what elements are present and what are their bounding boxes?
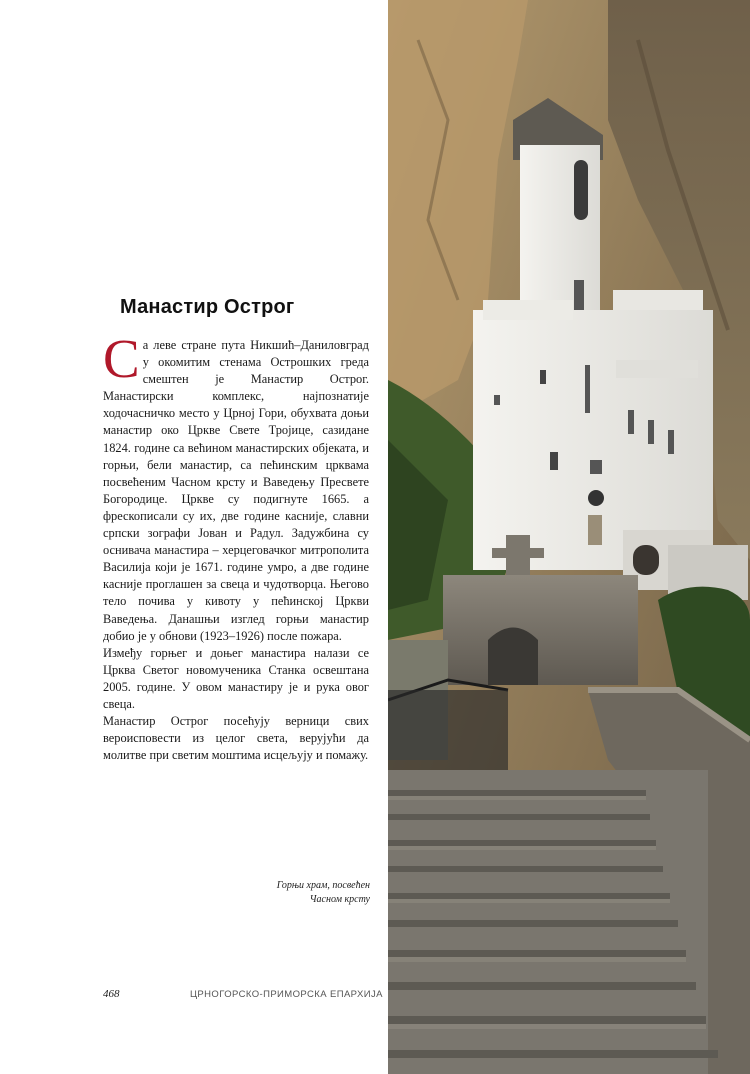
running-head: ЦРНОГОРСКО-ПРИМОРСКА ЕПАРХИЈА [190, 989, 383, 1000]
caption-line-2: Часном крсту [309, 894, 370, 905]
photo-caption [277, 879, 370, 907]
drop-cap: С [103, 328, 140, 389]
paragraph-1 [103, 328, 369, 645]
page-number: 468 [103, 988, 120, 1000]
paragraph-2: Између горњег и доњег манастира налази се Црква Светог новомученика Станка освештана 2005. године. У овом манастиру је и рука овог свеца. [103, 645, 369, 711]
monastery-photo [388, 0, 750, 1074]
caption-line-1: Горњи храм, посвећен [276, 880, 370, 891]
paragraph-3: Манастир Острог посећују верници свих вероисповести из целог света, верујући да молитве при светим моштима исцељују и помажу. [103, 714, 369, 763]
paragraph-1-text: а леве стране пута Никшић–Даниловград у окомитим стенама Острошких греда смештен је Манастир Острог. Манастирски комплекс, најпознатије ходочасничко место у Црној Гори, обухвата доњи манастир око Цркве Свете Тројице, сазидане 1824. године са већином манастирских објеката, и горњи, бели манастир, са пећинским црквама посвећеним Часном крсту и Ваведењу Пресвете Богородице. Цркве су подигнуте 1665. а фрескописали су их, две године касније, славни српски зографи Јован и Радул. Задужбина су оснивача манастира – херцеговачког митрополита Василија који је 1671. године умро, а две године касније проглашен за свеца и чудотворца. Његово тело почива у кивоту у пећинској Цркви Ваведења. Данашњи изглед горњи манастир добио је у обнови (1923–1926) после пожара. [103, 338, 369, 643]
article-title: Манастир Острог [120, 296, 295, 318]
article-body [103, 328, 369, 764]
monastery-photo-illustration [388, 0, 750, 1074]
